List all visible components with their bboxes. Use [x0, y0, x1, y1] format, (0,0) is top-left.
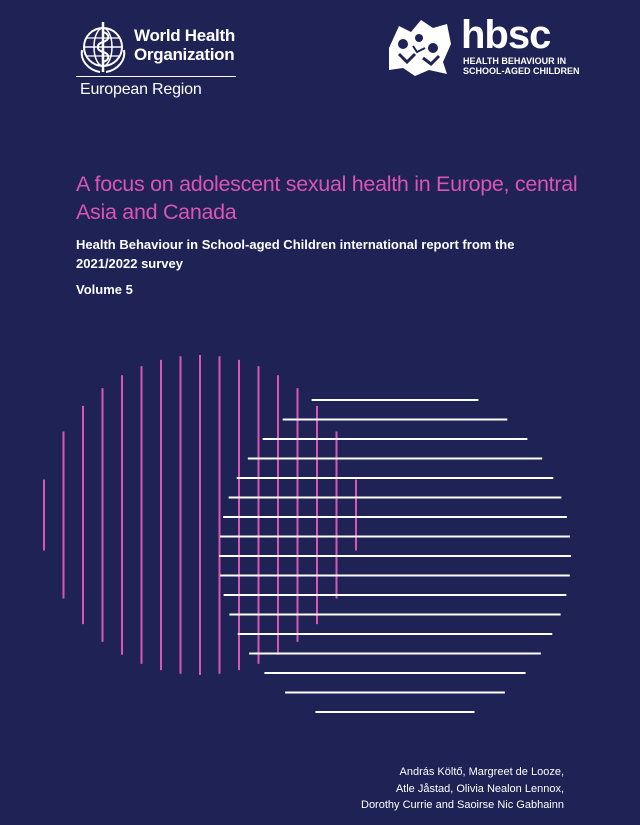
report-title: A focus on adolescent sexual health in Europe, central Asia and Canada — [76, 172, 578, 224]
who-name — [134, 26, 254, 64]
author-line: András Költő, Margreet de Looze, — [399, 766, 564, 778]
cover-line-artwork — [0, 330, 640, 730]
author-line: Atle Jåstad, Olivia Nealon Lennox, — [395, 782, 564, 795]
who-logo — [76, 20, 246, 104]
who-name-line2: Organization — [134, 45, 235, 64]
who-emblem-icon — [76, 20, 130, 74]
hbsc-wordmark: hbsc — [461, 13, 551, 57]
volume-label: Volume 5 — [76, 282, 133, 297]
author-line: Dorothy Currie and Saoirse Nic Gabhainn — [361, 799, 564, 811]
hbsc-logo — [385, 13, 580, 82]
report-subtitle: Health Behaviour in School-aged Children international report from the 2021/2022 survey — [76, 237, 515, 271]
who-divider — [76, 76, 236, 77]
hbsc-subtitle-line2: SCHOOL-AGED CHILDREN — [463, 66, 580, 76]
who-region: European Region — [80, 81, 202, 98]
horizontal-line-circle — [219, 400, 571, 712]
vertical-line-circle — [44, 355, 356, 675]
author-list — [244, 764, 564, 814]
who-name-line1: World Health — [134, 26, 235, 45]
hbsc-subtitle-line1: HEALTH BEHAVIOUR IN — [463, 56, 567, 66]
hbsc-emblem-icon — [385, 18, 453, 78]
hbsc-subtitle — [463, 56, 580, 76]
